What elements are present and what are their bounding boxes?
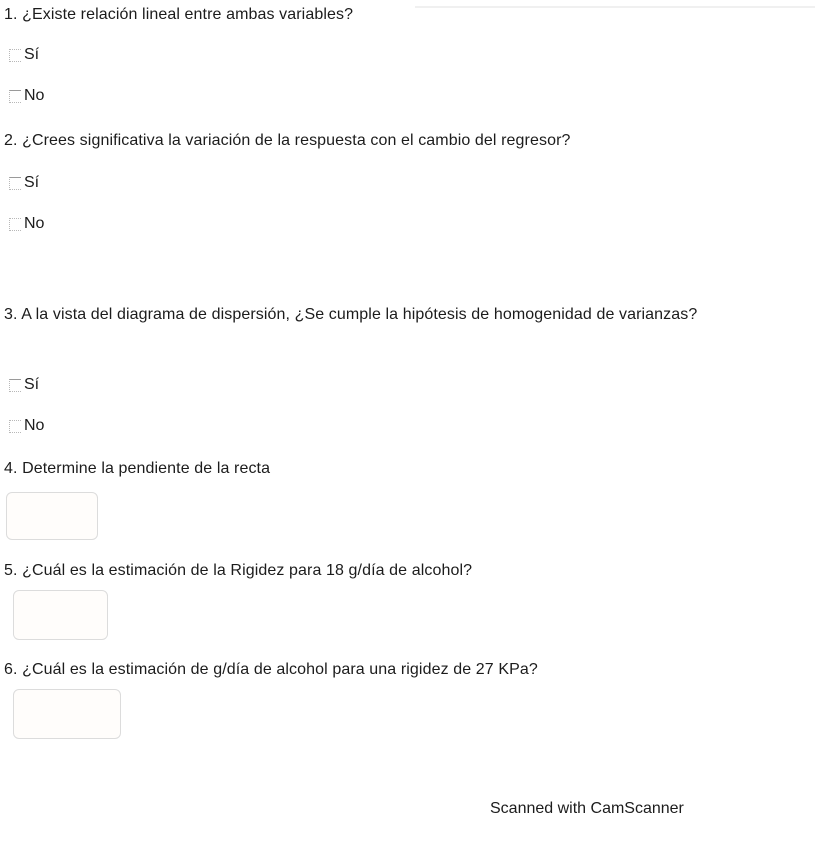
q2-option-si[interactable] [9, 171, 39, 195]
q3-option-no[interactable] [9, 414, 44, 438]
q1-option-no[interactable] [9, 84, 44, 108]
top-divider [415, 6, 815, 8]
q5-answer-input[interactable] [13, 590, 108, 640]
q2-si-checkbox[interactable] [9, 177, 21, 190]
q2-si-label: Sí [24, 174, 40, 191]
q1-no-checkbox[interactable] [9, 90, 21, 103]
question-4-text: 4. Determine la pendiente de la recta [4, 460, 271, 477]
q3-si-checkbox[interactable] [9, 379, 21, 392]
q3-no-label: No [24, 417, 45, 434]
q1-si-checkbox[interactable] [9, 49, 21, 62]
q6-answer-input[interactable] [13, 689, 121, 739]
q1-no-label: No [24, 87, 45, 104]
q2-no-label: No [24, 215, 45, 232]
camscanner-watermark: Scanned with CamScanner [490, 800, 684, 817]
question-6-text: 6. ¿Cuál es la estimación de g/día de alcohol para una rigidez de 27 KPa? [4, 661, 538, 678]
q2-option-no[interactable] [9, 212, 44, 236]
q2-no-checkbox[interactable] [9, 218, 21, 231]
q3-si-label: Sí [24, 376, 40, 393]
q3-option-si[interactable] [9, 373, 39, 397]
q4-answer-input[interactable] [6, 492, 98, 540]
q3-no-checkbox[interactable] [9, 420, 21, 433]
question-2-text: 2. ¿Crees significativa la variación de la respuesta con el cambio del regresor? [4, 132, 571, 149]
question-3-text: 3. A la vista del diagrama de dispersión, ¿Se cumple la hipótesis de homogenidad de varianzas? [4, 306, 698, 323]
question-5-text: 5. ¿Cuál es la estimación de la Rigidez para 18 g/día de alcohol? [4, 562, 473, 579]
question-1-text: 1. ¿Existe relación lineal entre ambas variables? [4, 6, 354, 23]
q1-si-label: Sí [24, 46, 40, 63]
q1-option-si[interactable] [9, 43, 39, 67]
